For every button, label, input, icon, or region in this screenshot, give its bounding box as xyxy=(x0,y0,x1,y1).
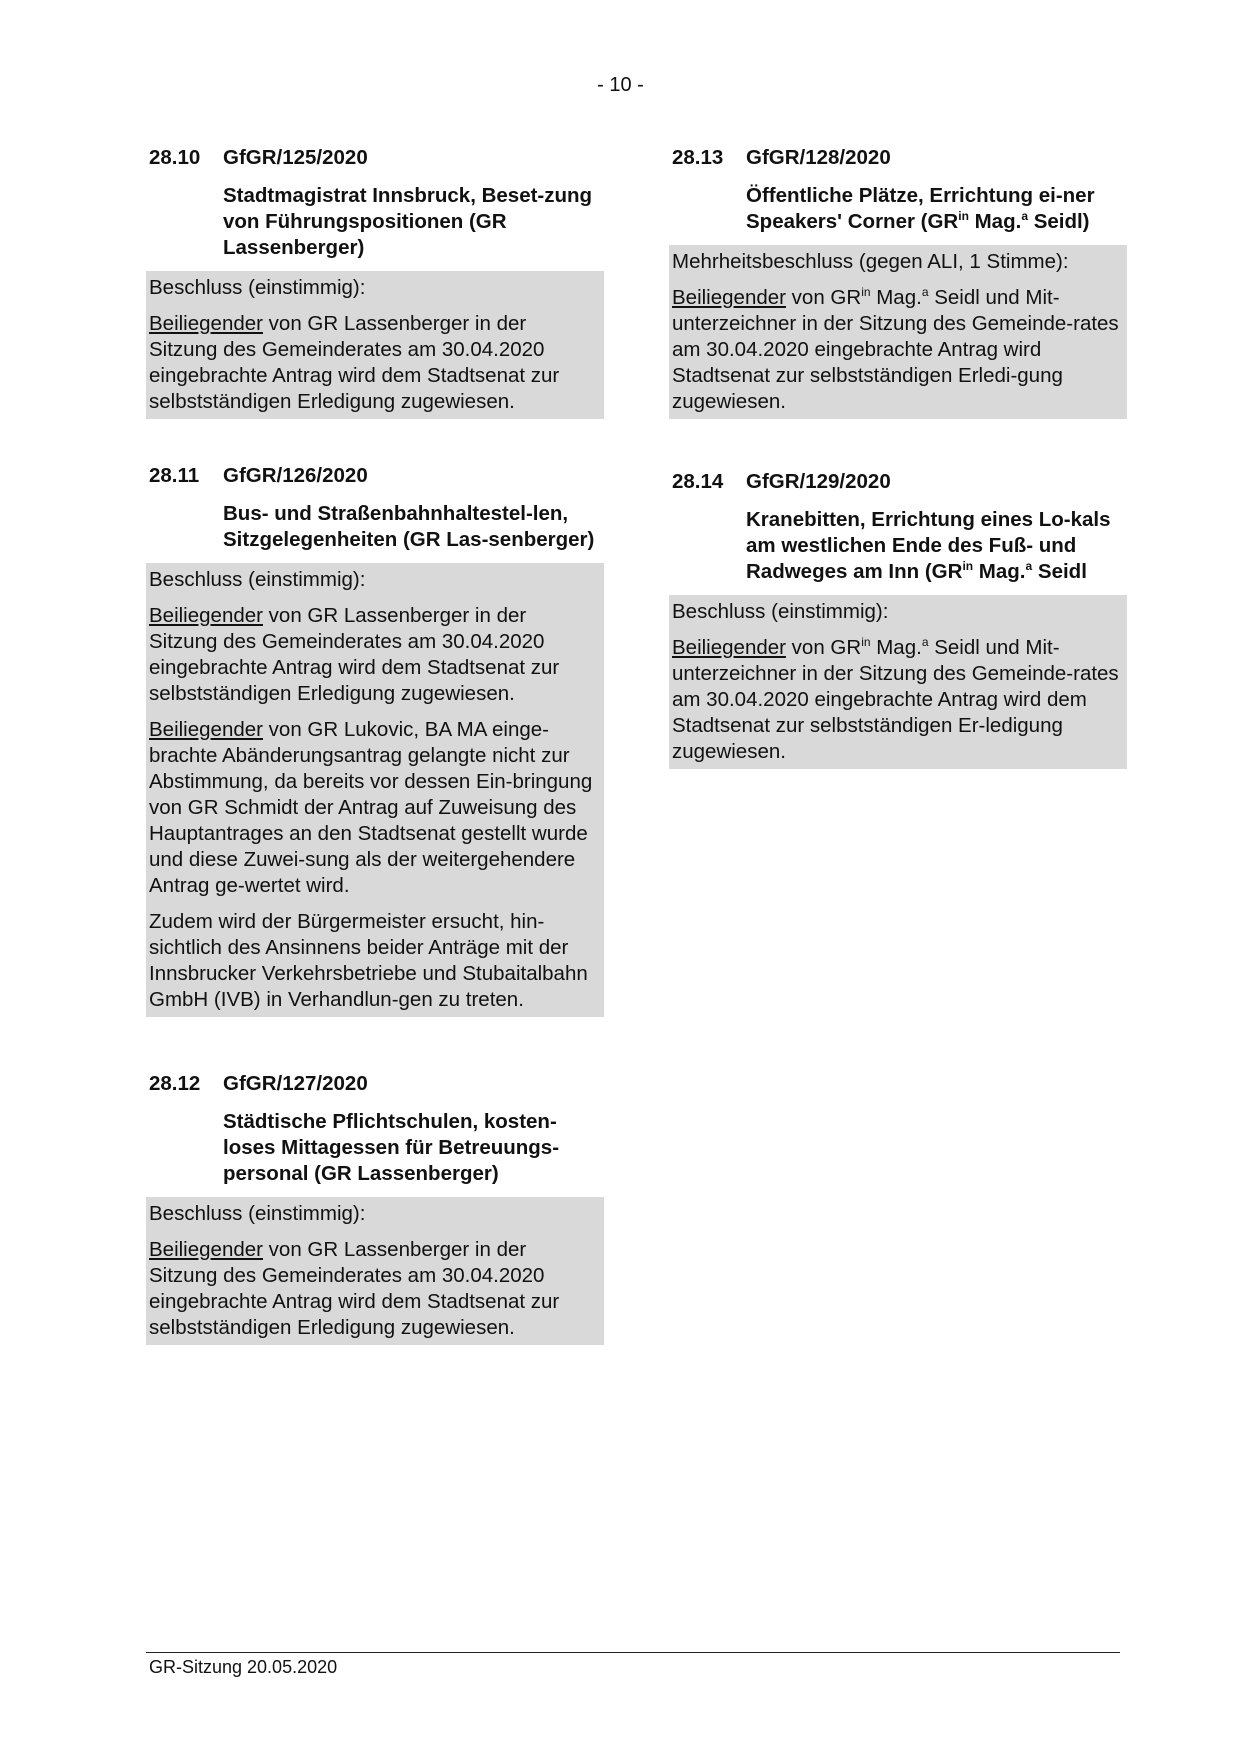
decision-text xyxy=(672,635,1123,765)
decision-body: von GR Lassenberger in der Sitzung des Gemeinderates am 30.04.2020 eingebrachte Antrag wird dem Stadtsenat zur selbstständigen Erledigung zugewiesen. xyxy=(149,1238,560,1339)
lead-word: Beiliegender xyxy=(149,604,263,627)
title-part: Kranebitten, Errichtung eines Lo-kals am westlichen Ende des Fuß- und Radweges am Inn (GR xyxy=(746,508,1111,583)
decision-text-3: Zudem wird der Bürgermeister ersucht, hin-sichtlich des Ansinnens beider Anträge mit der Innsbrucker Verkehrsbetriebe und Stubaitalbahn GmbH (IVB) in Verhandlun-gen zu treten. xyxy=(149,910,588,1011)
title-part: Seidl) xyxy=(1028,210,1090,233)
agenda-item-28-11 xyxy=(146,463,604,1017)
decision-label: Mehrheitsbeschluss (gegen ALI, 1 Stimme): xyxy=(672,250,1069,273)
lead-word: Beiliegender xyxy=(149,718,263,741)
decision-label: Beschluss (einstimmig): xyxy=(672,600,889,623)
item-number: 28.10 xyxy=(149,146,201,169)
left-column xyxy=(146,145,604,1389)
text-sup: a xyxy=(921,635,929,650)
lead-word: Beiliegender xyxy=(672,286,786,309)
item-heading xyxy=(149,463,604,489)
decision-box xyxy=(669,595,1127,769)
text-sup: a xyxy=(921,285,929,300)
decision-label: Beschluss (einstimmig): xyxy=(149,568,366,591)
decision-body: von GR xyxy=(785,636,862,659)
decision-body: Seidl und Mit-unterzeichner in der Sitzung des Gemeinde-rates am 30.04.2020 eingebrachte Antrag wird dem Stadtsenat zur selbstständigen Er-ledigung zugewiesen. xyxy=(672,636,1119,763)
agenda-item-28-10 xyxy=(146,145,604,419)
item-code: GfGR/126/2020 xyxy=(223,464,368,487)
decision-body: Seidl und Mit-unterzeichner in der Sitzung des Gemeinde-rates am 30.04.2020 eingebrachte Antrag wird Stadtsenat zur selbstständigen Erledi-gung zugewiesen. xyxy=(672,286,1119,413)
text-sup: in xyxy=(861,635,871,650)
item-number: 28.11 xyxy=(149,464,200,487)
decision-body: von GR Lassenberger in der Sitzung des Gemeinderates am 30.04.2020 eingebrachte Antrag wird dem Stadtsenat zur selbstständigen Erledigung zugewiesen. xyxy=(149,604,560,705)
title-sup: in xyxy=(962,559,974,574)
item-number: 28.12 xyxy=(149,1072,201,1095)
agenda-item-28-14 xyxy=(669,469,1127,769)
decision-box xyxy=(146,563,604,1017)
decision-box xyxy=(146,271,604,419)
right-column xyxy=(669,145,1127,813)
decision-box xyxy=(146,1197,604,1345)
title-part: Mag. xyxy=(968,210,1022,233)
decision-body: Mag. xyxy=(870,636,922,659)
title-part: Öffentliche Plätze, Errichtung ei-ner Speakers' Corner (GR xyxy=(746,184,1095,233)
item-code: GfGR/127/2020 xyxy=(223,1072,368,1095)
text-sup: in xyxy=(861,285,871,300)
decision-label: Beschluss (einstimmig): xyxy=(149,276,366,299)
decision-text xyxy=(149,603,600,707)
item-code: GfGR/125/2020 xyxy=(223,146,368,169)
title-part: Mag. xyxy=(973,560,1026,583)
footer-divider xyxy=(146,1652,1120,1653)
item-heading xyxy=(672,145,1127,171)
footer-text: GR-Sitzung 20.05.2020 xyxy=(149,1657,338,1677)
item-title: Stadtmagistrat Innsbruck, Beset-zung von Führungspositionen (GR Lassenberger) xyxy=(223,184,593,259)
item-number: 28.14 xyxy=(672,470,724,493)
item-title: Bus- und Straßenbahnhaltestel-len, Sitzgelegenheiten (GR Las-senberger) xyxy=(223,502,595,551)
decision-text xyxy=(149,311,600,415)
item-title xyxy=(746,183,1127,235)
item-number: 28.13 xyxy=(672,146,724,169)
item-code: GfGR/128/2020 xyxy=(746,146,891,169)
lead-word: Beiliegender xyxy=(149,312,263,335)
item-code: GfGR/129/2020 xyxy=(746,470,891,493)
lead-word: Beiliegender xyxy=(672,636,786,659)
item-title xyxy=(746,507,1127,585)
decision-body: von GR Lukovic, BA MA einge-brachte Abänderungsantrag gelangte nicht zur Abstimmung, da bereits vor dessen Ein-bringung von GR Schmidt der Antrag auf Zuweisung des Hauptantrages an den Stadtsenat gestellt wurde und diese Zuwei-sung als der weitergehendere Antrag ge-wertet wird. xyxy=(149,718,593,897)
decision-box xyxy=(669,245,1127,419)
decision-body: Mag. xyxy=(870,286,922,309)
decision-label: Beschluss (einstimmig): xyxy=(149,1202,366,1225)
item-heading xyxy=(149,1071,604,1097)
decision-body: von GR Lassenberger in der Sitzung des Gemeinderates am 30.04.2020 eingebrachte Antrag wird dem Stadtsenat zur selbstständigen Erledigung zugewiesen. xyxy=(149,312,560,413)
item-heading xyxy=(672,469,1127,495)
title-part: Seidl xyxy=(1032,560,1087,583)
title-sup: in xyxy=(958,209,969,224)
decision-text xyxy=(149,1237,600,1341)
item-title: Städtische Pflichtschulen, kosten-loses Mittagessen für Betreuungs-personal (GR Lassenberger) xyxy=(223,1110,560,1185)
decision-text xyxy=(672,285,1123,415)
agenda-item-28-13 xyxy=(669,145,1127,419)
decision-body: von GR xyxy=(785,286,862,309)
item-heading xyxy=(149,145,604,171)
agenda-item-28-12 xyxy=(146,1071,604,1345)
decision-text-2 xyxy=(149,717,600,899)
page-number: - 10 - xyxy=(597,74,644,96)
lead-word: Beiliegender xyxy=(149,1238,263,1261)
title-sup: a xyxy=(1021,209,1028,224)
title-sup: a xyxy=(1025,559,1033,574)
